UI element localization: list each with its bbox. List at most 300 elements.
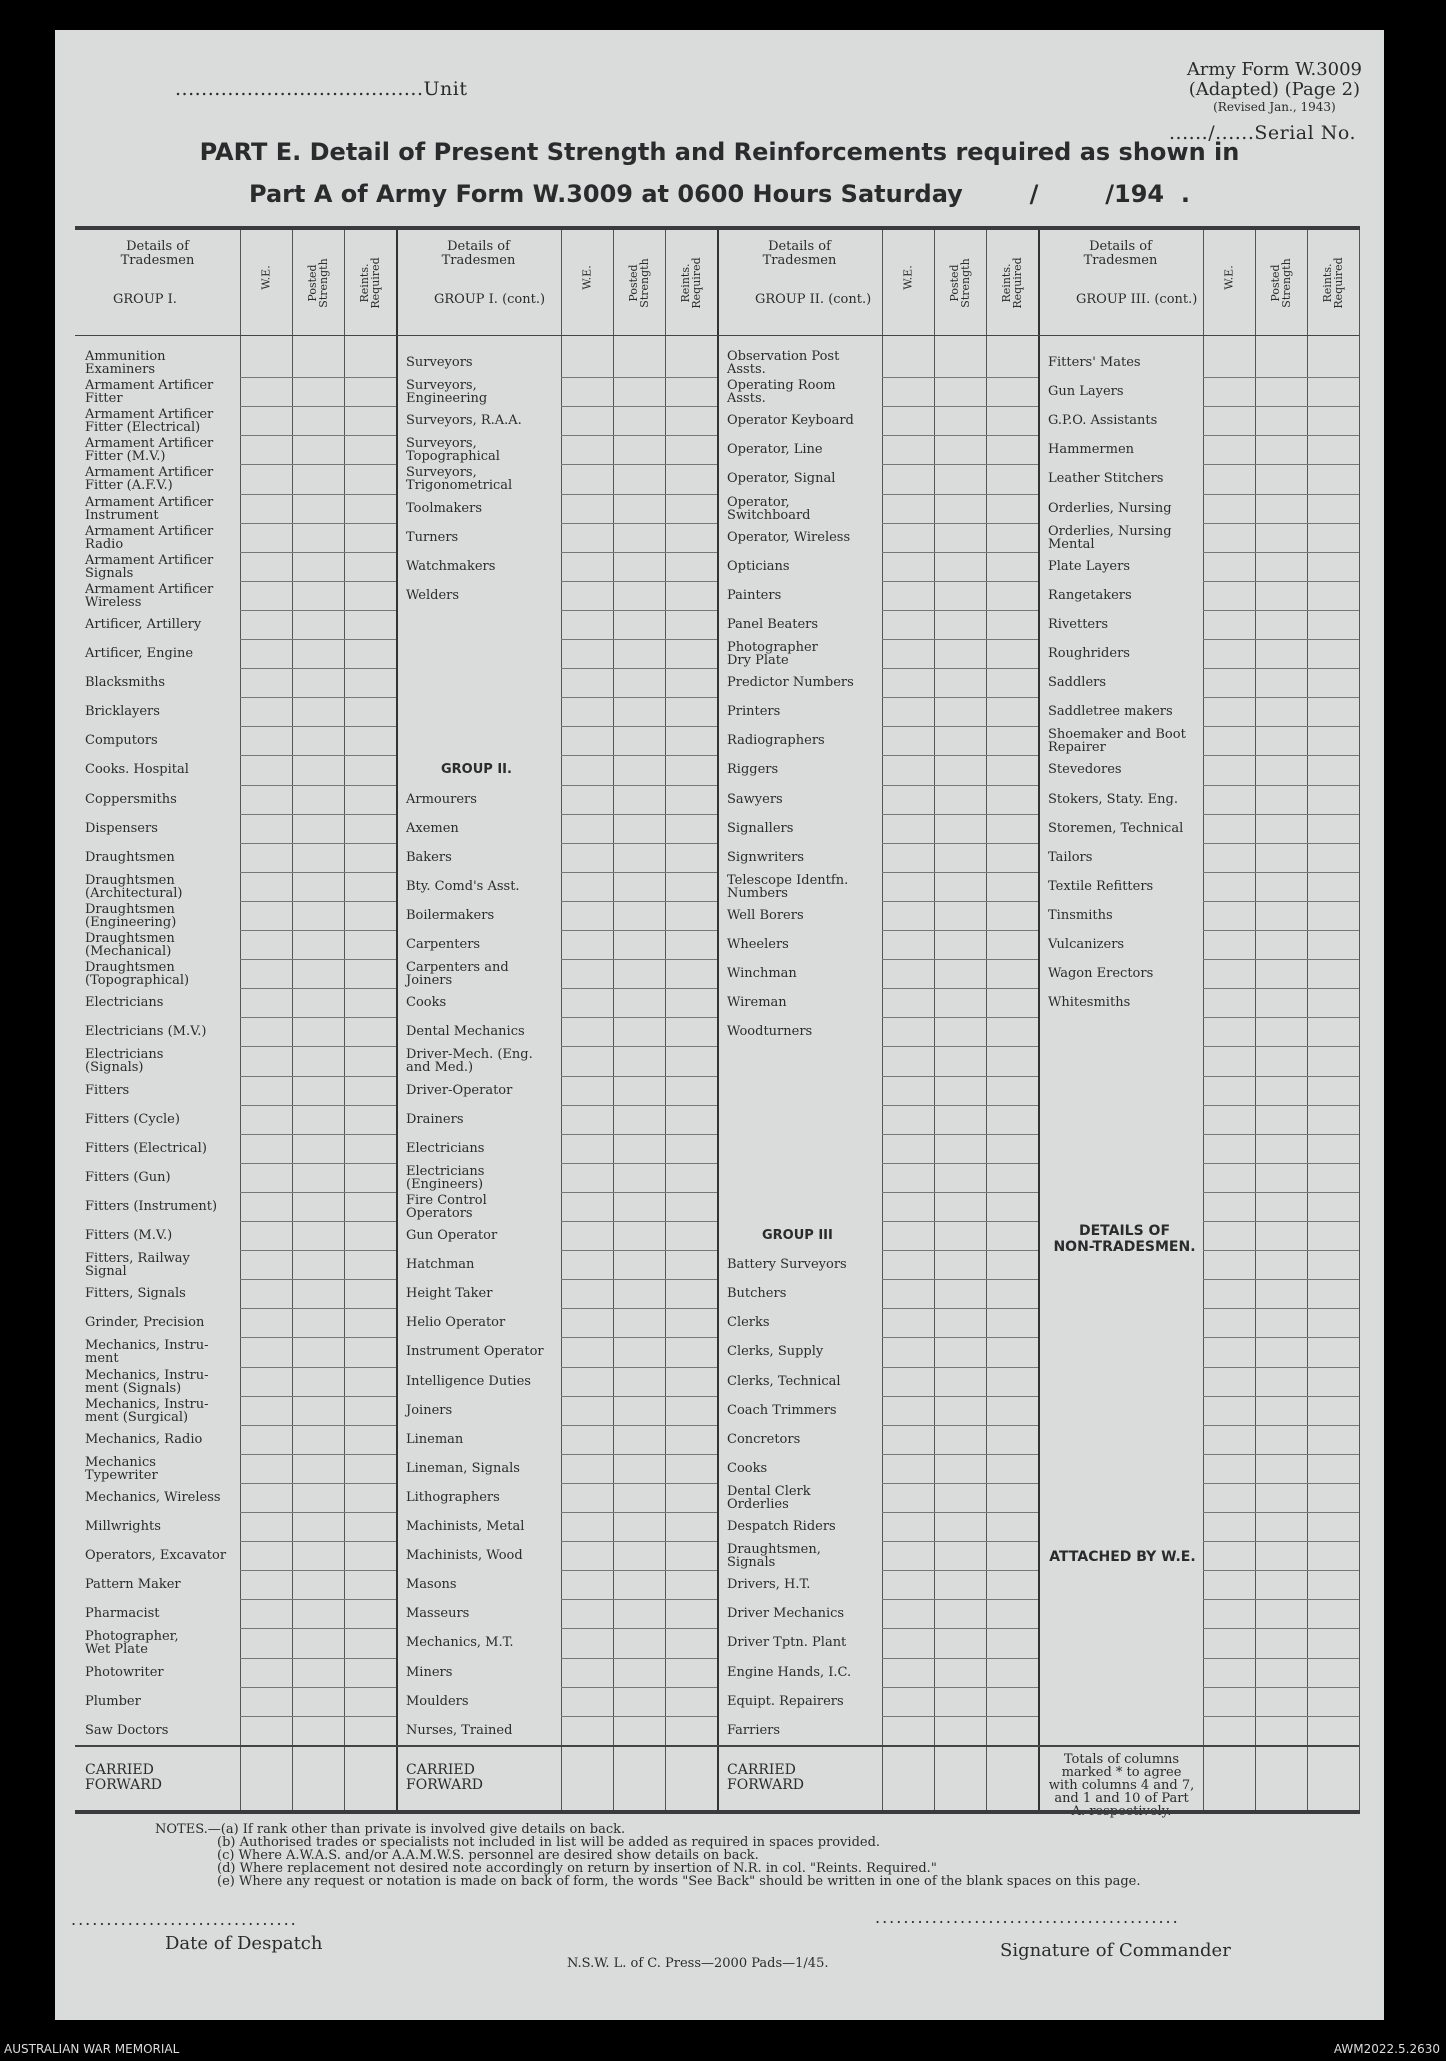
tradesman-label: Dispensers [85, 820, 158, 836]
row-line [561, 1541, 717, 1542]
row-line [1203, 1134, 1359, 1135]
row-line [1203, 1716, 1359, 1717]
row-line [882, 1076, 1038, 1077]
tradesman-label: Armourers [406, 791, 477, 807]
row-line [240, 1425, 396, 1426]
tradesman-label: Artificer, Engine [85, 646, 194, 661]
tradesman-label: Bty. Comd's Asst. [406, 878, 520, 894]
tradesman-label: Battery Surveyors [727, 1257, 847, 1273]
tradesman-label: Surveyors, Topographical [406, 436, 500, 465]
tradesman-label: Concretors [727, 1431, 801, 1447]
row-line [561, 435, 717, 436]
tradesman-label: Instrument Operator [406, 1344, 544, 1360]
tradesman-label: Gun Layers [1048, 384, 1124, 400]
row-line [1203, 697, 1359, 698]
row-line [1203, 668, 1359, 669]
row-line [882, 1250, 1038, 1251]
column-divider [1038, 230, 1040, 1810]
tradesman-label: Vulcanizers [1048, 937, 1125, 952]
row-line [561, 1512, 717, 1513]
row-line [1203, 930, 1359, 931]
tradesman-label: Butchers [727, 1286, 787, 1302]
row-line [882, 1337, 1038, 1338]
tradesman-label: Carpenters [406, 937, 481, 952]
form-page [55, 30, 1384, 2020]
tradesman-label: Clerks, Supply [727, 1344, 824, 1360]
row-line [1203, 1367, 1359, 1368]
column-divider [934, 230, 935, 1810]
tradesman-label: Photowriter [85, 1664, 164, 1680]
column-divider [1307, 230, 1308, 1810]
tradesman-label: Operators, Excavator [85, 1548, 227, 1564]
group-header: GROUP I. (cont.) [434, 292, 546, 307]
tradesman-label: Surveyors [406, 355, 473, 370]
row-line [240, 1192, 396, 1193]
note-line: (e) Where any request or notation is made on back of form, the words "See Back" should be written in one of the blank spaces on this page. [217, 1874, 1141, 1889]
notes-block [155, 1823, 1140, 1888]
row-line [882, 843, 1038, 844]
tradesman-label: Coach Trimmers [727, 1402, 837, 1418]
row-line [882, 494, 1038, 495]
tradesman-label: Electricians [406, 1140, 485, 1156]
column-divider [882, 230, 883, 1810]
row-line [240, 1483, 396, 1484]
we-header: W.E. [259, 265, 273, 290]
row-line [882, 1279, 1038, 1280]
tradesman-label: Driver-Operator [406, 1082, 513, 1098]
tradesman-label: Shoemaker and Boot Repairer [1048, 727, 1186, 756]
row-line [1203, 1512, 1359, 1513]
row-line [882, 581, 1038, 582]
row-line [240, 1628, 396, 1629]
tradesman-label: Computors [85, 733, 158, 749]
strength-table [75, 230, 1360, 1810]
row-line [1203, 1628, 1359, 1629]
tradesman-label: Observation Post Assts. [727, 349, 840, 377]
row-line [240, 552, 396, 553]
tradesman-label: Height Taker [406, 1286, 493, 1302]
tradesman-label: Mechanics Typewriter [85, 1454, 158, 1483]
row-line [240, 1250, 396, 1251]
row-line [240, 1308, 396, 1309]
tradesman-label: Draughtsmen, Signals [727, 1542, 821, 1571]
cf-line [75, 1745, 396, 1747]
row-line [561, 1076, 717, 1077]
row-line [240, 435, 396, 436]
row-line [240, 1105, 396, 1106]
row-line [882, 1396, 1038, 1397]
row-line [882, 1221, 1038, 1222]
row-line [1203, 1337, 1359, 1338]
row-line [561, 1105, 717, 1106]
tradesman-label: Well Borers [727, 907, 804, 923]
footer-right: AWM2022.5.2630 [1333, 2042, 1440, 2056]
tradesman-label: Moulders [406, 1693, 469, 1709]
tradesman-label: Lineman [406, 1431, 464, 1447]
header-line [396, 335, 717, 336]
row-line [1203, 901, 1359, 902]
group-header: GROUP II. (cont.) [755, 292, 872, 307]
column-divider [1255, 230, 1256, 1810]
details-header: Details of Tradesmen [762, 239, 837, 268]
tradesman-label: Drainers [406, 1111, 464, 1127]
details-header: Details of Tradesmen [1083, 239, 1158, 268]
row-line [1203, 843, 1359, 844]
tradesman-label: Cooks. Hospital [85, 762, 189, 778]
reints-header: Reints. Required [1321, 257, 1345, 309]
row-line [240, 755, 396, 756]
tradesman-label: Artificer, Artillery [85, 616, 202, 632]
row-line [882, 639, 1038, 640]
row-line [1203, 464, 1359, 465]
tradesman-label: G.P.O. Assistants [1048, 413, 1158, 429]
row-line [561, 697, 717, 698]
row-line [561, 1308, 717, 1309]
signature-dots: ........................................... [875, 1908, 1180, 1927]
row-line [882, 1046, 1038, 1047]
page-title-line2: Part A of Army Form W.3009 at 0600 Hours Saturday / /194 . [249, 180, 1190, 208]
header-line [75, 335, 396, 336]
tradesman-label: Rangetakers [1048, 587, 1132, 603]
tradesman-label: Draughtsmen (Architectural) [85, 872, 183, 901]
row-line [882, 435, 1038, 436]
tradesman-label: Welders [406, 587, 460, 603]
tradesman-label: Electricians [85, 995, 164, 1011]
row-line [561, 1279, 717, 1280]
row-line [240, 610, 396, 611]
tradesman-label: Surveyors, R.A.A. [406, 413, 522, 429]
row-line [1203, 406, 1359, 407]
row-line [240, 1367, 396, 1368]
tradesman-label: Winchman [727, 966, 797, 982]
row-line [240, 814, 396, 815]
footer-left: AUSTRALIAN WAR MEMORIAL [4, 2042, 180, 2056]
row-line [882, 1308, 1038, 1309]
row-line [561, 988, 717, 989]
row-line [1203, 1221, 1359, 1222]
tradesman-label: Miners [406, 1664, 453, 1680]
tradesman-label: Draughtsmen (Mechanical) [85, 931, 175, 959]
row-line [240, 377, 396, 378]
row-line [882, 1192, 1038, 1193]
row-line [1203, 1105, 1359, 1106]
tradesman-label: Carpenters and Joiners [406, 960, 509, 989]
reints-header: Reints. Required [358, 257, 382, 309]
tradesman-label: Operator, Signal [727, 471, 836, 487]
row-line [240, 1163, 396, 1164]
tradesman-label: Fitters' Mates [1048, 355, 1141, 370]
tradesman-label: Leather Stitchers [1048, 471, 1164, 487]
row-line [882, 1716, 1038, 1717]
tradesman-label: Equipt. Repairers [727, 1693, 844, 1709]
row-line [240, 581, 396, 582]
row-line [240, 1541, 396, 1542]
column-divider [344, 230, 345, 1810]
tradesman-label: Storemen, Technical [1048, 820, 1184, 836]
tradesman-label: Opticians [727, 558, 790, 574]
row-line [240, 494, 396, 495]
row-line [882, 1367, 1038, 1368]
row-line [561, 785, 717, 786]
row-line [240, 959, 396, 960]
row-line [561, 1396, 717, 1397]
tradesman-label: Wagon Erectors [1048, 966, 1154, 982]
row-line [561, 581, 717, 582]
row-line [1203, 552, 1359, 553]
tradesman-label: Saddlers [1048, 675, 1107, 691]
row-line [882, 1687, 1038, 1688]
tradesman-label: Armament Artificer Fitter [85, 378, 214, 407]
row-line [240, 872, 396, 873]
reints-header: Reints. Required [679, 257, 703, 309]
row-line [882, 1599, 1038, 1600]
header-line [717, 335, 1038, 336]
we-header: W.E. [1222, 265, 1236, 290]
tradesman-label: Toolmakers [406, 500, 483, 516]
tradesman-label: Signallers [727, 820, 794, 836]
tradesman-label: Saw Doctors [85, 1722, 169, 1738]
tradesman-label: Telescope Identfn. Numbers [727, 872, 849, 901]
header-line [1038, 335, 1359, 336]
row-line [240, 988, 396, 989]
tradesman-label: Millwrights [85, 1519, 161, 1534]
tradesman-label: Dental Clerk Orderlies [727, 1483, 811, 1512]
group-header: GROUP III. (cont.) [1076, 292, 1198, 307]
column-divider [717, 230, 719, 1810]
note-line: (d) Where replacement not desired note accordingly on return by insertion of N.R. in col. "Reints. Required." [217, 1861, 937, 1876]
row-line [240, 668, 396, 669]
column-divider [1359, 230, 1360, 1810]
attached-heading: ATTACHED BY W.E. [1049, 1549, 1196, 1566]
row-line [561, 1337, 717, 1338]
tradesman-label: Driver Tptn. Plant [727, 1635, 847, 1651]
despatch-dots: ................................ [71, 1910, 298, 1929]
tradesman-label: Photographer Dry Plate [727, 640, 818, 668]
row-line [882, 377, 1038, 378]
tradesman-label: Lithographers [406, 1489, 500, 1505]
tradesman-label: Surveyors, Trigonometrical [406, 465, 513, 494]
tradesman-label: Draughtsmen (Engineering) [85, 901, 177, 930]
row-line [882, 1134, 1038, 1135]
row-line [882, 959, 1038, 960]
row-line [561, 1367, 717, 1368]
row-line [561, 523, 717, 524]
row-line [561, 668, 717, 669]
tradesman-label: Saddletree makers [1048, 704, 1173, 720]
row-line [561, 610, 717, 611]
tradesman-label: Operator, Wireless [727, 529, 851, 545]
tradesman-label: Sawyers [727, 791, 783, 807]
row-line [882, 930, 1038, 931]
tradesman-label: Fitters (Gun) [85, 1169, 171, 1185]
row-line [1203, 959, 1359, 960]
row-line [240, 930, 396, 931]
tradesman-label: Armament Artificer Radio [85, 523, 214, 552]
row-line [561, 1687, 717, 1688]
tradesman-label: Fitters [85, 1082, 130, 1098]
tradesman-label: Photographer, Wet Plate [85, 1629, 179, 1658]
row-line [561, 377, 717, 378]
form-revised: (Revised Jan., 1943) [1213, 100, 1336, 114]
tradesman-label: Masseurs [406, 1606, 470, 1622]
row-line [240, 1221, 396, 1222]
details-header: Details of Tradesmen [441, 239, 516, 268]
tradesman-label: Fitters (Instrument) [85, 1198, 218, 1214]
tradesman-label: Machinists, Wood [406, 1548, 523, 1564]
tradesman-label: Draughtsmen (Topographical) [85, 960, 190, 989]
tradesman-label: Armament Artificer Instrument [85, 494, 214, 523]
row-line [1203, 494, 1359, 495]
row-line [882, 610, 1038, 611]
serial-field: ....../......Serial No. [1168, 122, 1356, 144]
row-line [240, 1076, 396, 1077]
row-line [882, 1512, 1038, 1513]
row-line [1203, 639, 1359, 640]
row-line [561, 1628, 717, 1629]
tradesman-label: Electricians (Signals) [85, 1047, 164, 1076]
row-line [1203, 1570, 1359, 1571]
row-line [240, 1279, 396, 1280]
cf-line [1038, 1745, 1359, 1747]
row-line [240, 1512, 396, 1513]
tradesman-label: Bricklayers [85, 704, 160, 720]
row-line [1203, 1483, 1359, 1484]
tradesman-label: Operating Room Assts. [727, 378, 836, 407]
row-line [561, 1570, 717, 1571]
cf-line [396, 1745, 717, 1747]
tradesman-label: Grinder, Precision [85, 1315, 205, 1331]
bottom-rule [75, 1810, 1360, 1814]
row-line [1203, 1250, 1359, 1251]
tradesman-label: Driver-Mech. (Eng. and Med.) [406, 1047, 533, 1076]
group-subheading: GROUP III [762, 1228, 833, 1243]
tradesman-label: Fitters, Signals [85, 1286, 186, 1302]
row-line [561, 755, 717, 756]
column-divider [1203, 230, 1204, 1810]
row-line [240, 843, 396, 844]
tradesman-label: Fitters, Railway Signal [85, 1251, 190, 1280]
tradesman-label: Wireman [727, 995, 787, 1011]
tradesman-label: Mechanics, Radio [85, 1431, 203, 1447]
row-line [240, 523, 396, 524]
carried-forward-label: CARRIED FORWARD [406, 1761, 483, 1793]
details-header: Details of Tradesmen [120, 239, 195, 268]
totals-note: Totals of columns marked * to agree with columns 4 and 7, and 1 and 10 of Part [1048, 1751, 1195, 1806]
posted-header: Posted Strength [948, 258, 972, 308]
tradesman-label: Tinsmiths [1048, 907, 1113, 923]
row-line [1203, 1308, 1359, 1309]
tradesman-label: Electricians (Engineers) [406, 1163, 485, 1192]
tradesman-label: Riggers [727, 762, 779, 778]
tradesman-label: Pattern Maker [85, 1577, 181, 1593]
row-line [1203, 1017, 1359, 1018]
row-line [1203, 872, 1359, 873]
row-line [561, 1163, 717, 1164]
row-line [882, 552, 1038, 553]
row-line [882, 1425, 1038, 1426]
row-line [240, 639, 396, 640]
row-line [882, 872, 1038, 873]
row-line [1203, 814, 1359, 815]
tradesman-label: Stokers, Staty. Eng. [1048, 791, 1178, 807]
tradesman-label: Dental Mechanics [406, 1024, 525, 1040]
row-line [240, 697, 396, 698]
row-line [1203, 610, 1359, 611]
tradesman-label: Armament Artificer Signals [85, 552, 214, 581]
row-line [1203, 1541, 1359, 1542]
row-line [882, 726, 1038, 727]
tradesman-label: Drivers, H.T. [727, 1577, 811, 1593]
row-line [1203, 1163, 1359, 1164]
group-header: GROUP I. [113, 292, 177, 307]
tradesman-label: Radiographers [727, 733, 825, 749]
tradesman-label: Signwriters [727, 849, 805, 865]
row-line [561, 1250, 717, 1251]
row-line [1203, 377, 1359, 378]
tradesman-label: Bakers [406, 849, 452, 865]
row-line [882, 523, 1038, 524]
tradesman-label: Clerks [727, 1315, 770, 1331]
tradesman-label: Stevedores [1048, 762, 1122, 778]
row-line [240, 726, 396, 727]
tradesman-label: Armament Artificer Fitter (Electrical) [85, 407, 214, 436]
column-divider [240, 230, 241, 1810]
row-line [1203, 1658, 1359, 1659]
row-line [561, 872, 717, 873]
tradesman-label: Operator, Switchboard [727, 494, 811, 523]
row-line [240, 1337, 396, 1338]
row-line [561, 639, 717, 640]
row-line [882, 901, 1038, 902]
group-subheading: GROUP II. [441, 762, 512, 778]
row-line [561, 552, 717, 553]
row-line [561, 1425, 717, 1426]
we-header: W.E. [580, 265, 594, 290]
row-line [561, 1017, 717, 1018]
note-line: (c) Where A.W.A.S. and/or A.A.M.W.S. personnel are desired show details on back. [217, 1848, 759, 1863]
tradesman-label: Armament Artificer Fitter (M.V.) [85, 436, 214, 465]
row-line [882, 1570, 1038, 1571]
tradesman-label: Roughriders [1048, 646, 1130, 661]
we-header: W.E. [901, 265, 915, 290]
row-line [561, 726, 717, 727]
tradesman-label: Printers [727, 704, 781, 720]
row-line [240, 1658, 396, 1659]
row-line [1203, 988, 1359, 989]
tradesman-label: Orderlies, Nursing Mental [1048, 523, 1172, 552]
row-line [1203, 581, 1359, 582]
row-line [240, 901, 396, 902]
row-line [240, 464, 396, 465]
tradesman-label: Rivetters [1048, 616, 1109, 632]
tradesman-label: Mechanics, M.T. [406, 1635, 514, 1651]
carried-forward-label: CARRIED FORWARD [85, 1761, 162, 1793]
note-line: (b) Authorised trades or specialists not included in list will be added as required in spaces provided. [217, 1835, 881, 1850]
tradesman-label: Turners [406, 529, 459, 545]
row-line [882, 1163, 1038, 1164]
tradesman-label: Predictor Numbers [727, 675, 854, 691]
column-divider [292, 230, 293, 1810]
row-line [561, 1454, 717, 1455]
tradesman-label: Lineman, Signals [406, 1460, 520, 1476]
tradesman-label: Boilermakers [406, 907, 495, 923]
row-line [882, 697, 1038, 698]
unit-field: ......................................Unit [175, 78, 468, 100]
tradesman-label: Ammunition Examiners [85, 349, 166, 377]
row-line [882, 1454, 1038, 1455]
row-line [561, 406, 717, 407]
row-line [561, 494, 717, 495]
